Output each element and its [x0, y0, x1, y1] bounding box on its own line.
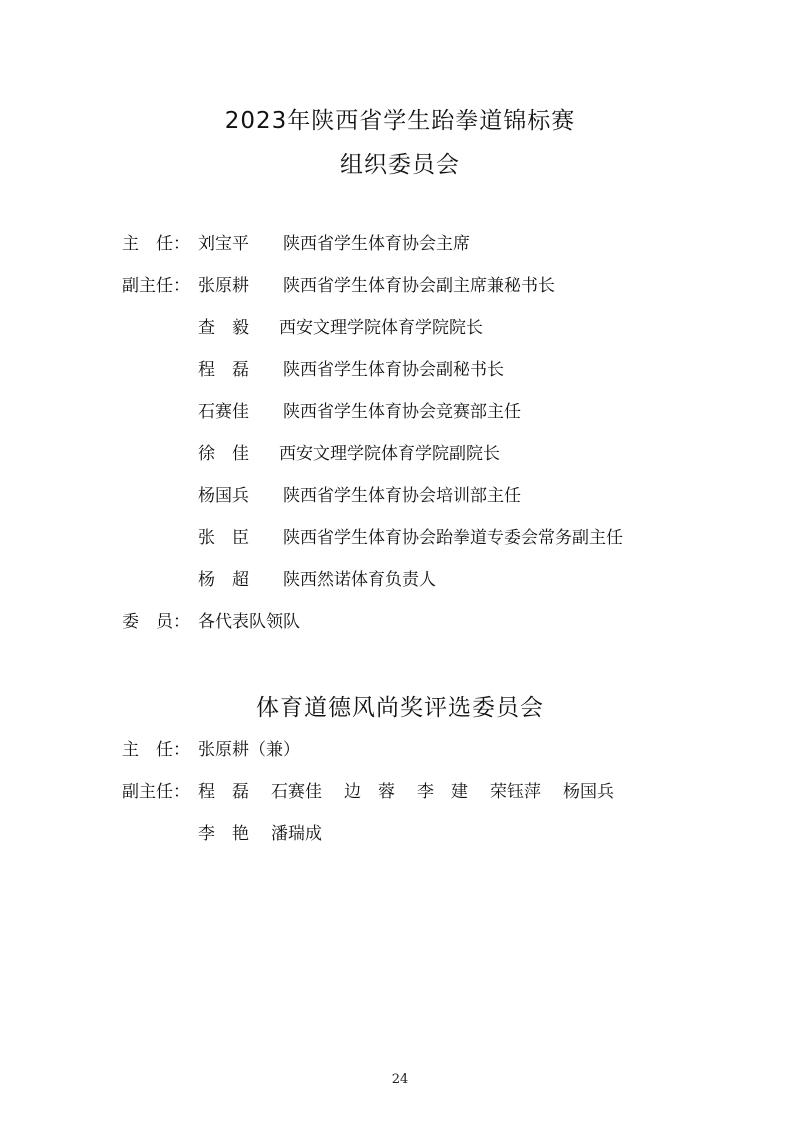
- org-deputy-desc: 陕西然诺体育负责人: [283, 570, 436, 590]
- org-deputy-label: 副主任：: [122, 276, 190, 296]
- org-deputy-desc: 西安文理学院体育学院副院长: [279, 444, 500, 464]
- org-deputy-desc: 陕西省学生体育协会跆拳道专委会常务副主任: [283, 528, 623, 548]
- award-director-label: 主 任：: [122, 740, 190, 760]
- org-deputy-name: 张原耕: [198, 276, 249, 296]
- award-deputy-names: [198, 779, 636, 805]
- org-deputy-desc: 陕西省学生体育协会培训部主任: [283, 486, 521, 506]
- award-deputy-names: [198, 821, 344, 847]
- award-deputy-name: 李 艳: [198, 824, 249, 844]
- award-committee-title: 体育道德风尚奖评选委员会: [256, 695, 544, 721]
- org-deputy-desc: 西安文理学院体育学院院长: [279, 318, 483, 338]
- org-director-desc: 陕西省学生体育协会主席: [283, 234, 470, 254]
- award-deputy-name: 荣钰萍: [490, 782, 541, 802]
- award-deputy-name: 程 磊: [198, 782, 249, 802]
- award-deputy-label: 副主任：: [122, 782, 190, 802]
- org-director-name: 刘宝平: [198, 234, 249, 254]
- award-deputy-name: 李 建: [417, 782, 468, 802]
- org-deputy-name: 徐 佳: [198, 444, 249, 464]
- page-title-line2: 组织委员会: [340, 152, 460, 178]
- org-member-text: 各代表队领队: [198, 612, 300, 632]
- page-title-line1: 2023年陕西省学生跆拳道锦标赛: [224, 108, 576, 134]
- award-deputy-name: 边 蓉: [344, 782, 395, 802]
- award-director-text: 张原耕（兼）: [198, 740, 300, 760]
- page-number: 24: [391, 1072, 409, 1087]
- org-deputy-desc: 陕西省学生体育协会副主席兼秘书长: [283, 276, 555, 296]
- award-deputy-name: 潘瑞成: [271, 824, 322, 844]
- org-deputy-name: 查 毅: [198, 318, 249, 338]
- award-deputy-name: 杨国兵: [563, 782, 614, 802]
- org-deputy-name: 张 臣: [198, 528, 249, 548]
- award-deputy-name: 石赛佳: [271, 782, 322, 802]
- org-deputy-name: 杨 超: [198, 570, 249, 590]
- org-deputy-desc: 陕西省学生体育协会副秘书长: [283, 360, 504, 380]
- org-deputy-name: 杨国兵: [198, 486, 249, 506]
- org-deputy-desc: 陕西省学生体育协会竞赛部主任: [283, 402, 521, 422]
- org-member-label: 委 员：: [122, 612, 190, 632]
- org-deputy-name: 程 磊: [198, 360, 249, 380]
- org-deputy-name: 石赛佳: [198, 402, 249, 422]
- org-director-label: 主 任：: [122, 234, 190, 254]
